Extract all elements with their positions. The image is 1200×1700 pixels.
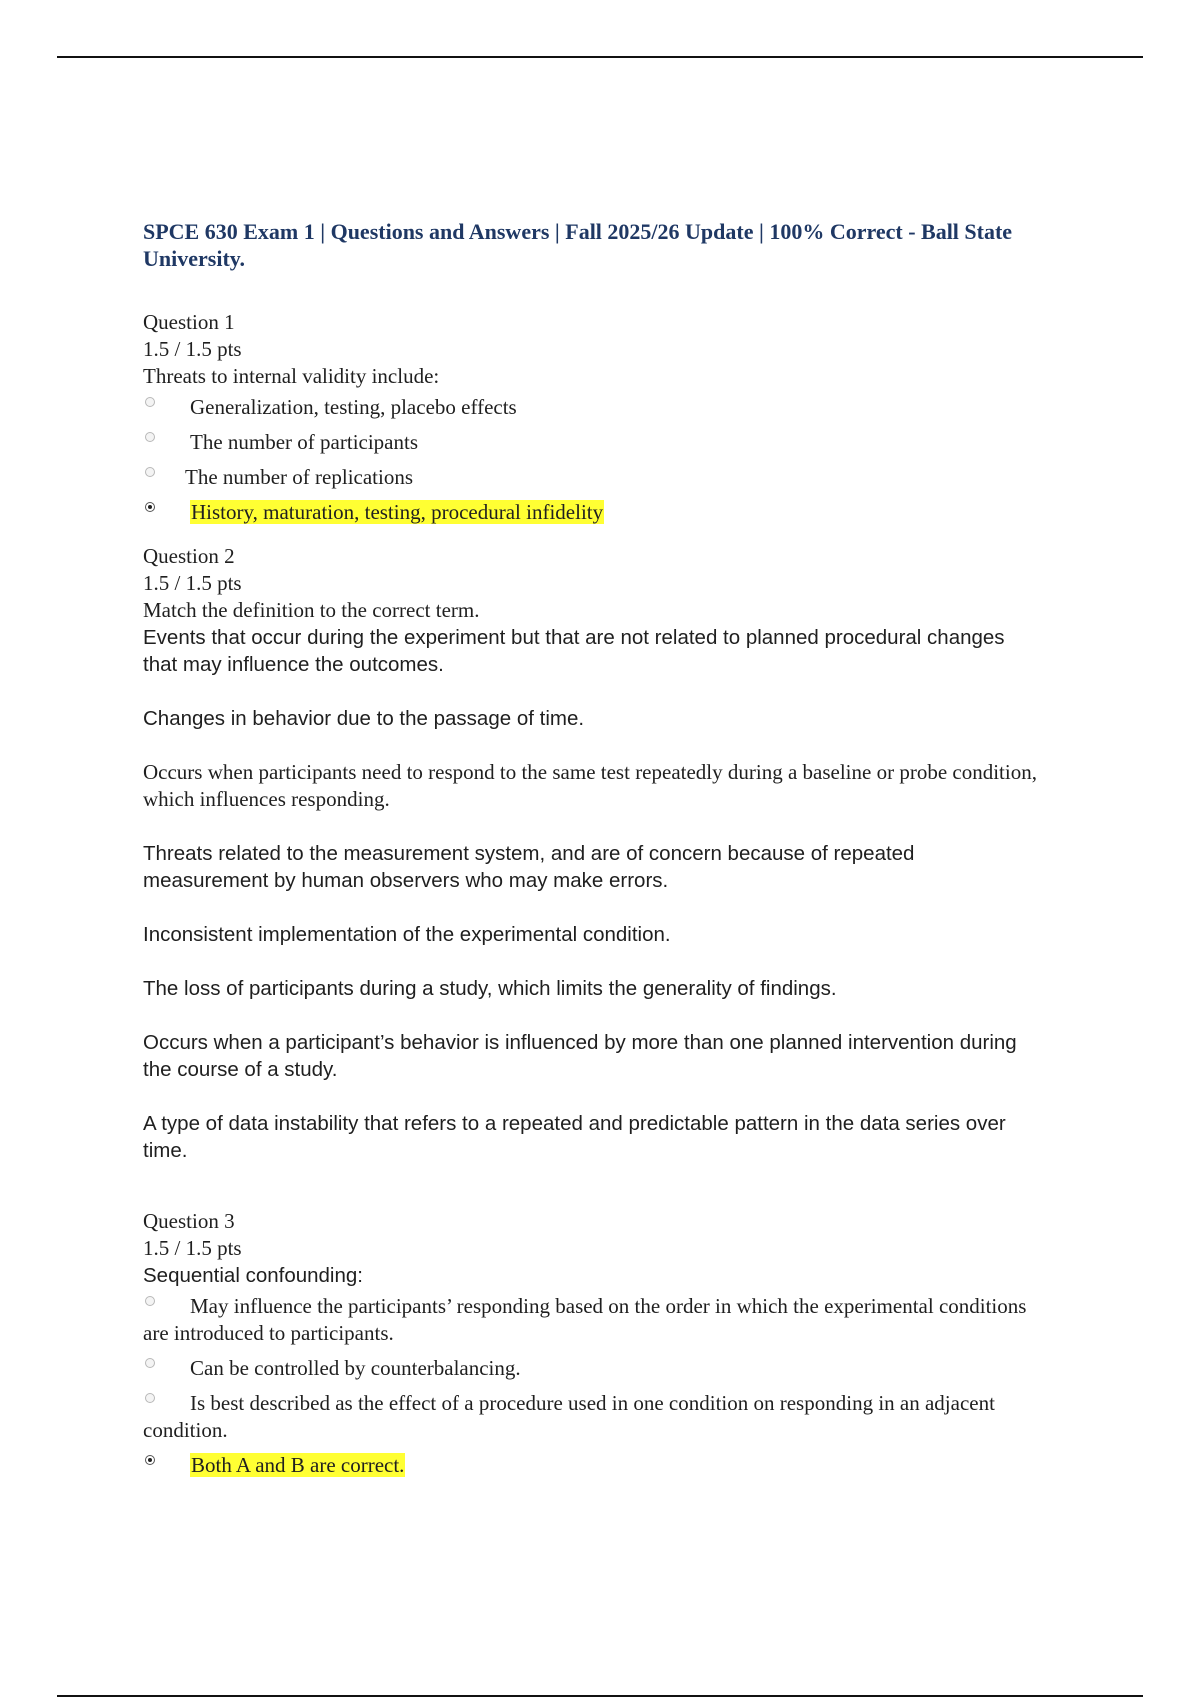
answer-option[interactable] bbox=[143, 464, 1043, 491]
bottom-rule bbox=[57, 1695, 1143, 1697]
answer-option-text: May influence the participants’ responding based on the order in which the experimental conditions are introduced to participants. bbox=[143, 1294, 1027, 1345]
answer-option-text: The number of replications bbox=[185, 465, 414, 489]
highlighted-answer-text: History, maturation, testing, procedural infidelity bbox=[191, 500, 604, 524]
exam-document bbox=[143, 218, 1043, 1487]
top-rule bbox=[57, 56, 1143, 58]
question-1 bbox=[143, 309, 1043, 526]
radio-checked-icon[interactable] bbox=[145, 1455, 155, 1465]
definition-item: Inconsistent implementation of the experimental condition. bbox=[143, 923, 671, 946]
question-points: 1.5 / 1.5 pts bbox=[143, 337, 242, 361]
answer-option-text: Is best described as the effect of a procedure used in one condition on responding in an adjacent condition. bbox=[143, 1391, 995, 1442]
question-3 bbox=[143, 1208, 1043, 1479]
definition-item: Threats related to the measurement system, and are of concern because of repeated measurement by human observers who may make errors. bbox=[143, 842, 915, 892]
question-points: 1.5 / 1.5 pts bbox=[143, 571, 242, 595]
answer-options bbox=[143, 394, 1043, 526]
radio-unchecked-icon[interactable] bbox=[145, 1393, 155, 1403]
answer-options bbox=[143, 1293, 1043, 1479]
question-stem: Match the definition to the correct term. bbox=[143, 598, 480, 622]
answer-option[interactable] bbox=[143, 1355, 1043, 1382]
answer-option[interactable] bbox=[143, 1390, 1043, 1444]
answer-option-selected[interactable] bbox=[143, 1452, 1043, 1479]
definition-item: The loss of participants during a study, which limits the generality of findings. bbox=[143, 977, 837, 1000]
definition-item: Occurs when a participant’s behavior is influenced by more than one planned intervention during the course of a study. bbox=[143, 1031, 1017, 1081]
question-stem: Sequential confounding: bbox=[143, 1264, 363, 1287]
answer-option[interactable] bbox=[143, 394, 1043, 421]
radio-checked-icon[interactable] bbox=[145, 502, 155, 512]
radio-unchecked-icon[interactable] bbox=[145, 467, 155, 477]
question-label: Question 1 bbox=[143, 310, 235, 334]
answer-option-text: Generalization, testing, placebo effects bbox=[190, 395, 517, 419]
question-points: 1.5 / 1.5 pts bbox=[143, 1236, 242, 1260]
question-label: Question 2 bbox=[143, 544, 235, 568]
definition-list bbox=[143, 624, 1043, 1164]
question-stem: Threats to internal validity include: bbox=[143, 364, 440, 388]
answer-option-text: Can be controlled by counterbalancing. bbox=[190, 1356, 521, 1380]
answer-option-selected[interactable] bbox=[143, 499, 1043, 526]
definition-item: A type of data instability that refers to a repeated and predictable pattern in the data series over time. bbox=[143, 1112, 1006, 1162]
answer-option[interactable] bbox=[143, 1293, 1043, 1347]
definition-item: Occurs when participants need to respond to the same test repeatedly during a baseline or probe condition, which influences responding. bbox=[143, 760, 1037, 811]
answer-option-text: The number of participants bbox=[190, 430, 419, 454]
radio-unchecked-icon[interactable] bbox=[145, 397, 155, 407]
radio-unchecked-icon[interactable] bbox=[145, 432, 155, 442]
definition-item: Changes in behavior due to the passage of time. bbox=[143, 707, 585, 730]
highlighted-answer-text: Both A and B are correct. bbox=[191, 1453, 405, 1477]
radio-unchecked-icon[interactable] bbox=[145, 1296, 155, 1306]
document-title: SPCE 630 Exam 1 | Questions and Answers | Fall 2025/26 Update | 100% Correct - Ball State University. bbox=[143, 219, 1013, 271]
radio-unchecked-icon[interactable] bbox=[145, 1358, 155, 1368]
question-2 bbox=[143, 543, 1043, 1164]
answer-option[interactable] bbox=[143, 429, 1043, 456]
definition-item: Events that occur during the experiment but that are not related to planned procedural changes that may influence the outcomes. bbox=[143, 626, 1005, 676]
question-label: Question 3 bbox=[143, 1209, 235, 1233]
